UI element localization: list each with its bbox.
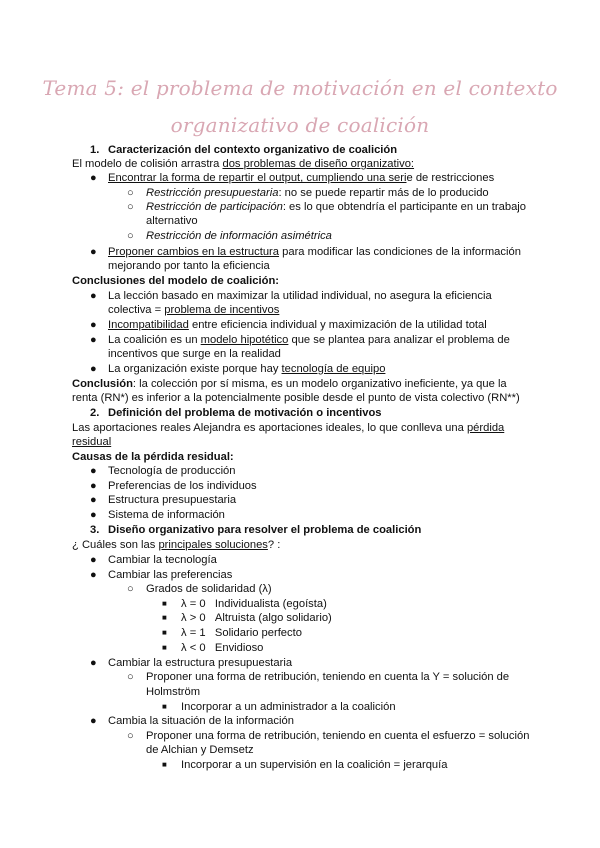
bullet-circle: ○: [127, 187, 134, 199]
list-item: λ = 0 Individualista (egoísta): [181, 598, 327, 610]
list-item: Encontrar la forma de repartir el output, cumpliendo una serie de restricciones: [108, 172, 495, 184]
bullet-disc: ●: [90, 363, 97, 375]
bullet-circle: ○: [127, 730, 134, 742]
list-item: Cambiar la estructura presupuestaria: [108, 657, 293, 669]
bullet-square: ■: [162, 643, 167, 652]
list-item-continuation: incentivos que surge en la realidad: [108, 348, 281, 360]
list-item: La coalición es un modelo hipotético que se plantea para analizar el problema de: [108, 334, 510, 346]
list-item: λ > 0 Altruista (algo solidario): [181, 612, 332, 624]
list-item: Estructura presupuestaria: [108, 494, 237, 506]
section-3-question: ¿ Cuáles son las principales soluciones? :: [72, 539, 281, 551]
bullet-circle: ○: [127, 230, 134, 242]
list-item: Incompatibilidad entre eficiencia individual y maximización de la utilidad total: [108, 319, 487, 331]
list-item: Proponer cambios en la estructura para modificar las condiciones de la información: [108, 246, 521, 258]
list-item: Incorporar a un supervisión en la coalición = jerarquía: [181, 759, 448, 771]
conclusion-paragraph-continuation: renta (RN*) es inferior a la potencialmente posible desde el punto de vista colectivo (RN**): [72, 392, 520, 404]
list-item: λ < 0 Envidioso: [181, 642, 264, 654]
list-item: λ = 1 Solidario perfecto: [181, 627, 302, 639]
bullet-disc: ●: [90, 554, 97, 566]
list-item: Cambia la situación de la información: [108, 715, 294, 727]
bullet-square: ■: [162, 702, 167, 711]
bullet-disc: ●: [90, 569, 97, 581]
section-2-heading: Definición del problema de motivación o incentivos: [108, 407, 382, 419]
bullet-square: ■: [162, 628, 167, 637]
section-1-number: 1.: [90, 144, 100, 156]
list-item-continuation: Holmström: [146, 686, 201, 698]
list-item: Restricción de participación: es lo que obtendría el participante en un trabajo: [146, 201, 526, 213]
bullet-circle: ○: [127, 583, 134, 595]
bullet-circle: ○: [127, 671, 134, 683]
bullet-disc: ●: [90, 319, 97, 331]
section-1-heading: Caracterización del contexto organizativo de coalición: [108, 144, 398, 156]
bullet-disc: ●: [90, 334, 97, 346]
bullet-disc: ●: [90, 509, 97, 521]
list-item-continuation: colectiva = problema de incentivos: [108, 304, 280, 316]
bullet-disc: ●: [90, 290, 97, 302]
bullet-disc: ●: [90, 657, 97, 669]
list-item-continuation: mejorando por tanto la eficiencia: [108, 260, 270, 272]
section-1-intro: El modelo de colisión arrastra dos problemas de diseño organizativo:: [72, 158, 415, 170]
section-2-text: Las aportaciones reales Alejandra es aportaciones ideales, lo que conlleva una pérdida: [72, 422, 505, 434]
bullet-disc: ●: [90, 465, 97, 477]
conclusions-heading: Conclusiones del modelo de coalición:: [72, 275, 280, 287]
bullet-disc: ●: [90, 172, 97, 184]
bullet-disc: ●: [90, 494, 97, 506]
bullet-square: ■: [162, 613, 167, 622]
bullet-disc: ●: [90, 715, 97, 727]
conclusion-paragraph: Conclusión: la colección por sí misma, es un modelo organizativo ineficiente, ya que la: [72, 378, 507, 390]
bullet-square: ■: [162, 760, 167, 769]
list-item: La organización existe porque hay tecnología de equipo: [108, 363, 386, 375]
bullet-disc: ●: [90, 246, 97, 258]
list-item-continuation: de Alchian y Demsetz: [146, 744, 254, 756]
section-2-number: 2.: [90, 407, 100, 419]
list-item: Incorporar a un administrador a la coalición: [181, 701, 396, 713]
causes-heading: Causas de la pérdida residual:: [72, 451, 234, 463]
list-item: Restricción presupuestaria: no se puede repartir más de lo producido: [146, 187, 489, 199]
list-item: Sistema de información: [108, 509, 225, 521]
list-item: Restricción de información asimétrica: [146, 230, 332, 242]
bullet-circle: ○: [127, 201, 134, 213]
section-3-heading: Diseño organizativo para resolver el problema de coalición: [108, 524, 422, 536]
list-item: Proponer una forma de retribución, teniendo en cuenta la Y = solución de: [146, 671, 510, 683]
list-item: Cambiar las preferencias: [108, 569, 233, 581]
list-item: La lección basado en maximizar la utilidad individual, no asegura la eficiencia: [108, 290, 492, 302]
bullet-square: ■: [162, 599, 167, 608]
section-3-number: 3.: [90, 524, 100, 536]
list-item: Grados de solidaridad (λ): [146, 583, 272, 595]
list-item: Proponer una forma de retribución, teniendo en cuenta el esfuerzo = solución: [146, 730, 530, 742]
page-title-line-2: organizativo de coalición: [170, 113, 430, 137]
list-item: Preferencias de los individuos: [108, 480, 257, 492]
section-2-text-continuation: residual: [72, 436, 112, 448]
list-item: Tecnología de producción: [108, 465, 236, 477]
page-title-line-1: Tema 5: el problema de motivación en el contexto: [42, 76, 558, 100]
list-item-continuation: alternativo: [146, 215, 198, 227]
bullet-disc: ●: [90, 480, 97, 492]
list-item: Cambiar la tecnología: [108, 554, 217, 566]
